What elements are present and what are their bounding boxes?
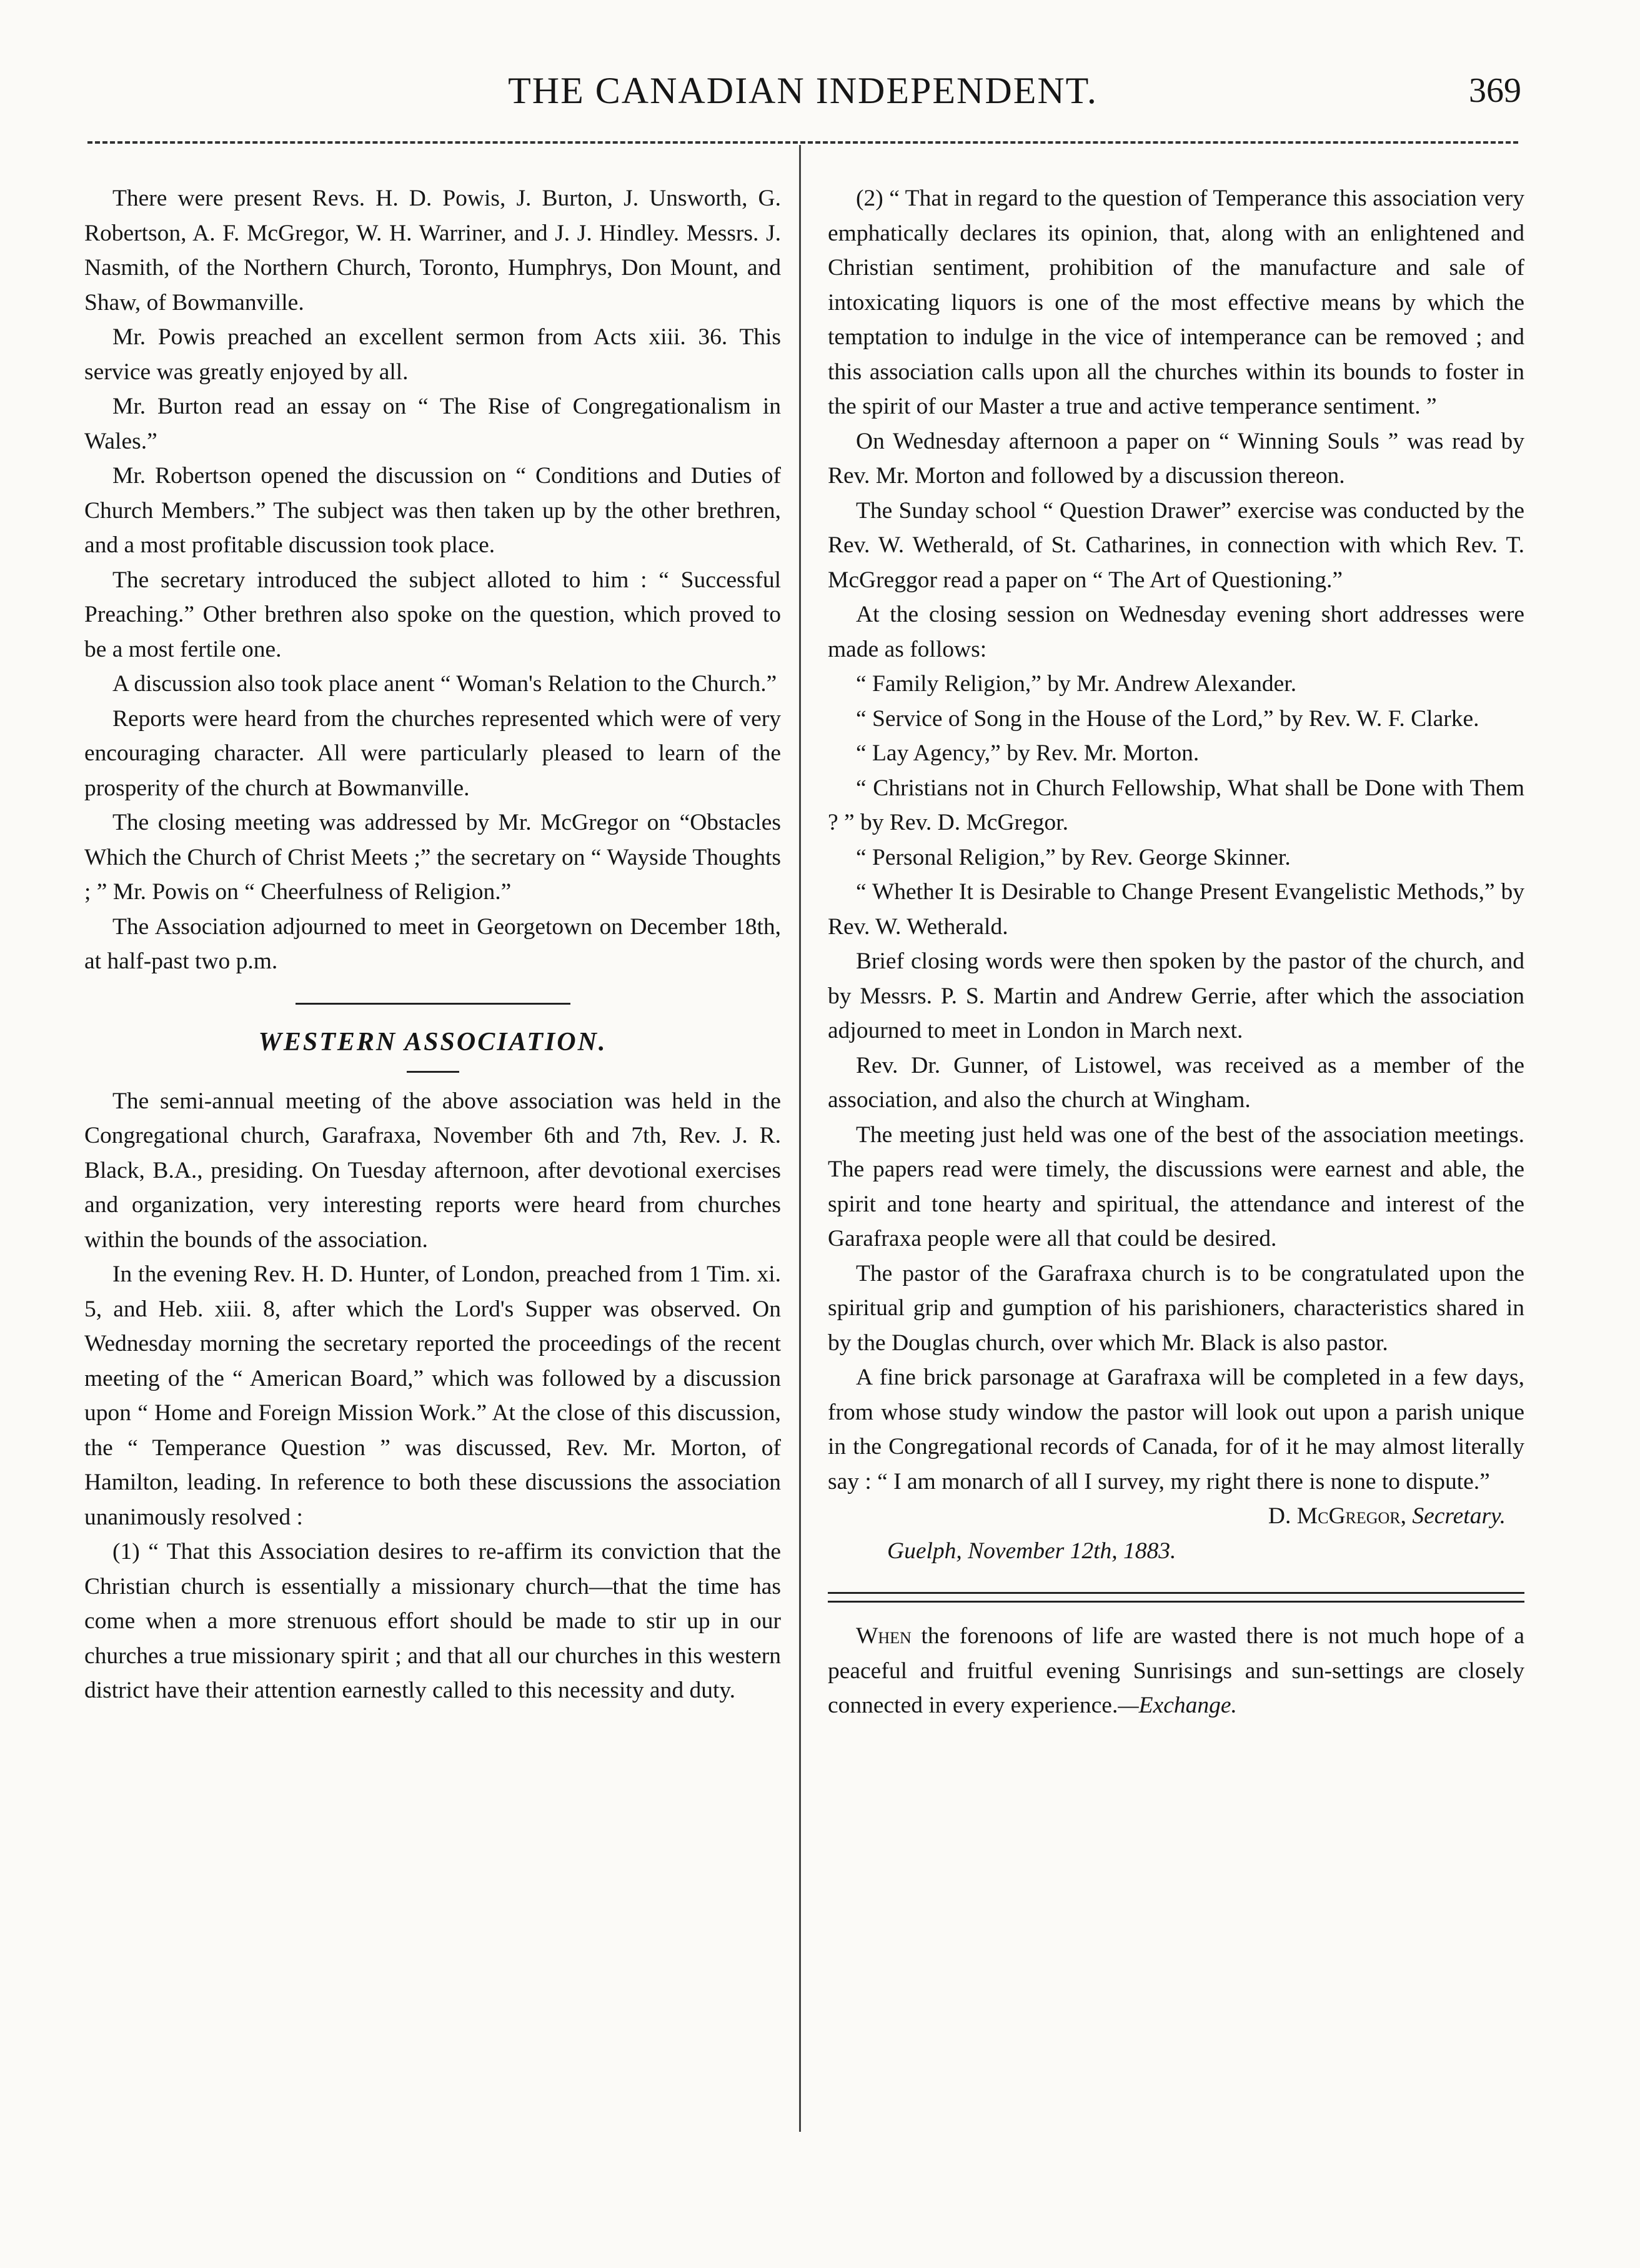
page-header: [84, 62, 1521, 119]
paragraph: There were present Revs. H. D. Powis, J. Burton, J. Unsworth, G. Robertson, A. F. McGregor, W. H. Warriner, and J. J. Hindley. Messrs. J. Nasmith, of the Northern Church, Toronto, Humphrys, Don Mount, and Shaw, of Bowmanville.: [84, 186, 781, 316]
dateline: Guelph, November 12th, 1883.: [887, 1538, 1176, 1564]
paragraph: The semi-annual meeting of the above association was held in the Congregational church, Garafraxa, November 6th and 7th, Rev. J. R. Black, B.A., presiding. On Tuesday afternoon, after devotional exercises and organization, very interesting reports were heard from churches within the bounds of the association.: [84, 1088, 781, 1253]
paragraph: Mr. Powis preached an excellent sermon from Acts xiii. 36. This service was greatly enjoyed by all.: [84, 324, 781, 385]
address-item: “ Service of Song in the House of the Lord,” by Rev. W. F. Clarke.: [856, 705, 1479, 732]
paragraph: A fine brick parsonage at Garafraxa will be completed in a few days, from whose study window the pastor will look out upon a parish unique in the Congregational records of Canada, for of it he may almost literally say : “ I am monarch of all I survey, my right there is none to dispute.”: [828, 1365, 1524, 1495]
paragraph: Mr. Robertson opened the discussion on “ Conditions and Duties of Church Members.” The subject was then taken up by the other brethren, and a most profitable discussion took place.: [84, 463, 781, 558]
paragraph: A discussion also took place anent “ Woman's Relation to the Church.”: [112, 671, 777, 697]
paragraph: The Sunday school “ Question Drawer” exercise was conducted by the Rev. W. Wetherald, of St. Catharines, in connection with which Rev. T. McGreggor read a paper on “ The Art of Questioning.”: [828, 497, 1524, 593]
paragraph: At the closing session on Wednesday evening short addresses were made as follows:: [828, 602, 1524, 662]
address-item: “ Christians not in Church Fellowship, What shall be Done with Them ? ” by Rev. D. McGregor.: [828, 775, 1524, 835]
paragraph: Rev. Dr. Gunner, of Listowel, was received as a member of the association, and also the church at Wingham.: [828, 1052, 1524, 1113]
double-rule-divider: [828, 1592, 1524, 1603]
address-item: “ Whether It is Desirable to Change Present Evangelistic Methods,” by Rev. W. Wetherald.: [828, 879, 1524, 940]
header-rule: [87, 141, 1518, 144]
paragraph: The closing meeting was addressed by Mr. McGregor on “Obstacles Which the Church of Christ Meets ;” the secretary on “ Wayside Thoughts ; ” Mr. Powis on “ Cheerfulness of Religion.”: [84, 810, 781, 905]
paragraph: Mr. Burton read an essay on “ The Rise of Congregationalism in Wales.”: [84, 394, 781, 454]
paragraph: The secretary introduced the subject alloted to him : “ Successful Preaching.” Other brethren also spoke on the question, which proved to be a most fertile one.: [84, 567, 781, 662]
address-item: “ Family Religion,” by Mr. Andrew Alexander.: [856, 671, 1297, 697]
heading-underline: [407, 1071, 459, 1073]
page-number: 369: [1469, 71, 1521, 110]
paragraph: The pastor of the Garafraxa church is to be congratulated upon the spiritual grip and gumption of his parishioners, characteristics shared in by the Douglas church, over which Mr. Black is also pastor.: [828, 1260, 1524, 1356]
section-divider: [296, 1003, 570, 1005]
column-divider: [799, 145, 801, 2132]
paragraph: Reports were heard from the churches represented which were of very encouraging character. All were particularly pleased to learn of the prosperity of the church at Bowmanville.: [84, 705, 781, 801]
paragraph: In the evening Rev. H. D. Hunter, of London, preached from 1 Tim. xi. 5, and Heb. xiii. 8, after which the Lord's Supper was observed. On Wednesday morning the secretary reported the proceedings of the recent meeting of the “ American Board,” which was followed by a discussion upon “ Home and Foreign Mission Work.” At the close of this discussion, the “ Temperance Question ” was discussed, Rev. Mr. Morton, of Hamilton, leading. In reference to both these discussions the association unanimously resolved :: [84, 1261, 781, 1530]
paragraph: (2) “ That in regard to the question of Temperance this association very emphatically declares its opinion, that, along with an enlightened and Christian sentiment, prohibition of the manufacture and sale of intoxicating liquors is one of the most effective means by which the temptation to indulge in the vice of intemperance can be removed ; and this association calls upon all the churches within its bounds to foster in the spirit of our Master a true and active temperance sentiment. ”: [828, 186, 1524, 419]
filler-lead-word: When: [856, 1623, 912, 1649]
signature: [828, 1499, 1524, 1534]
signature-role: Secretary.: [1412, 1503, 1506, 1529]
filler-source: —Exchange.: [1118, 1693, 1237, 1718]
paragraph: The meeting just held was one of the best of the association meetings. The papers read were timely, the discussions were earnest and able, the spirit and tone hearty and spiritual, the attendance and interest of the Garafraxa people were all that could be desired.: [828, 1122, 1524, 1251]
publication-title: THE CANADIAN INDEPENDENT.: [508, 70, 1098, 111]
signature-name: D. McGregor,: [1268, 1503, 1407, 1529]
address-item: “ Personal Religion,” by Rev. George Skinner.: [856, 844, 1291, 870]
section-heading: WESTERN ASSOCIATION.: [258, 1027, 607, 1057]
left-column: [84, 181, 781, 1708]
paragraph: Brief closing words were then spoken by the pastor of the church, and by Messrs. P. S. Martin and Andrew Gerrie, after which the association adjourned to meet in London in March next.: [828, 948, 1524, 1043]
paragraph: On Wednesday afternoon a paper on “ Winning Souls ” was read by Rev. Mr. Morton and followed by a discussion thereon.: [828, 428, 1524, 489]
address-item: “ Lay Agency,” by Rev. Mr. Morton.: [856, 740, 1200, 766]
paragraph: The Association adjourned to meet in Georgetown on December 18th, at half-past two p.m.: [84, 913, 781, 974]
right-column: [828, 181, 1524, 1723]
paragraph: (1) “ That this Association desires to re-affirm its conviction that the Christian church is essentially a missionary church—that the time has come when a more strenuous effort should be made to stir up in our churches a true missionary spirit ; and that all our churches in this western district have their attention earnestly called to this necessity and duty.: [84, 1539, 781, 1703]
filler-paragraph: [828, 1619, 1524, 1723]
filler-text: the forenoons of life are wasted there is not much hope of a peaceful and fruitful evening Sunrisings and sun-settings are closely connected in every experience.: [828, 1623, 1524, 1718]
